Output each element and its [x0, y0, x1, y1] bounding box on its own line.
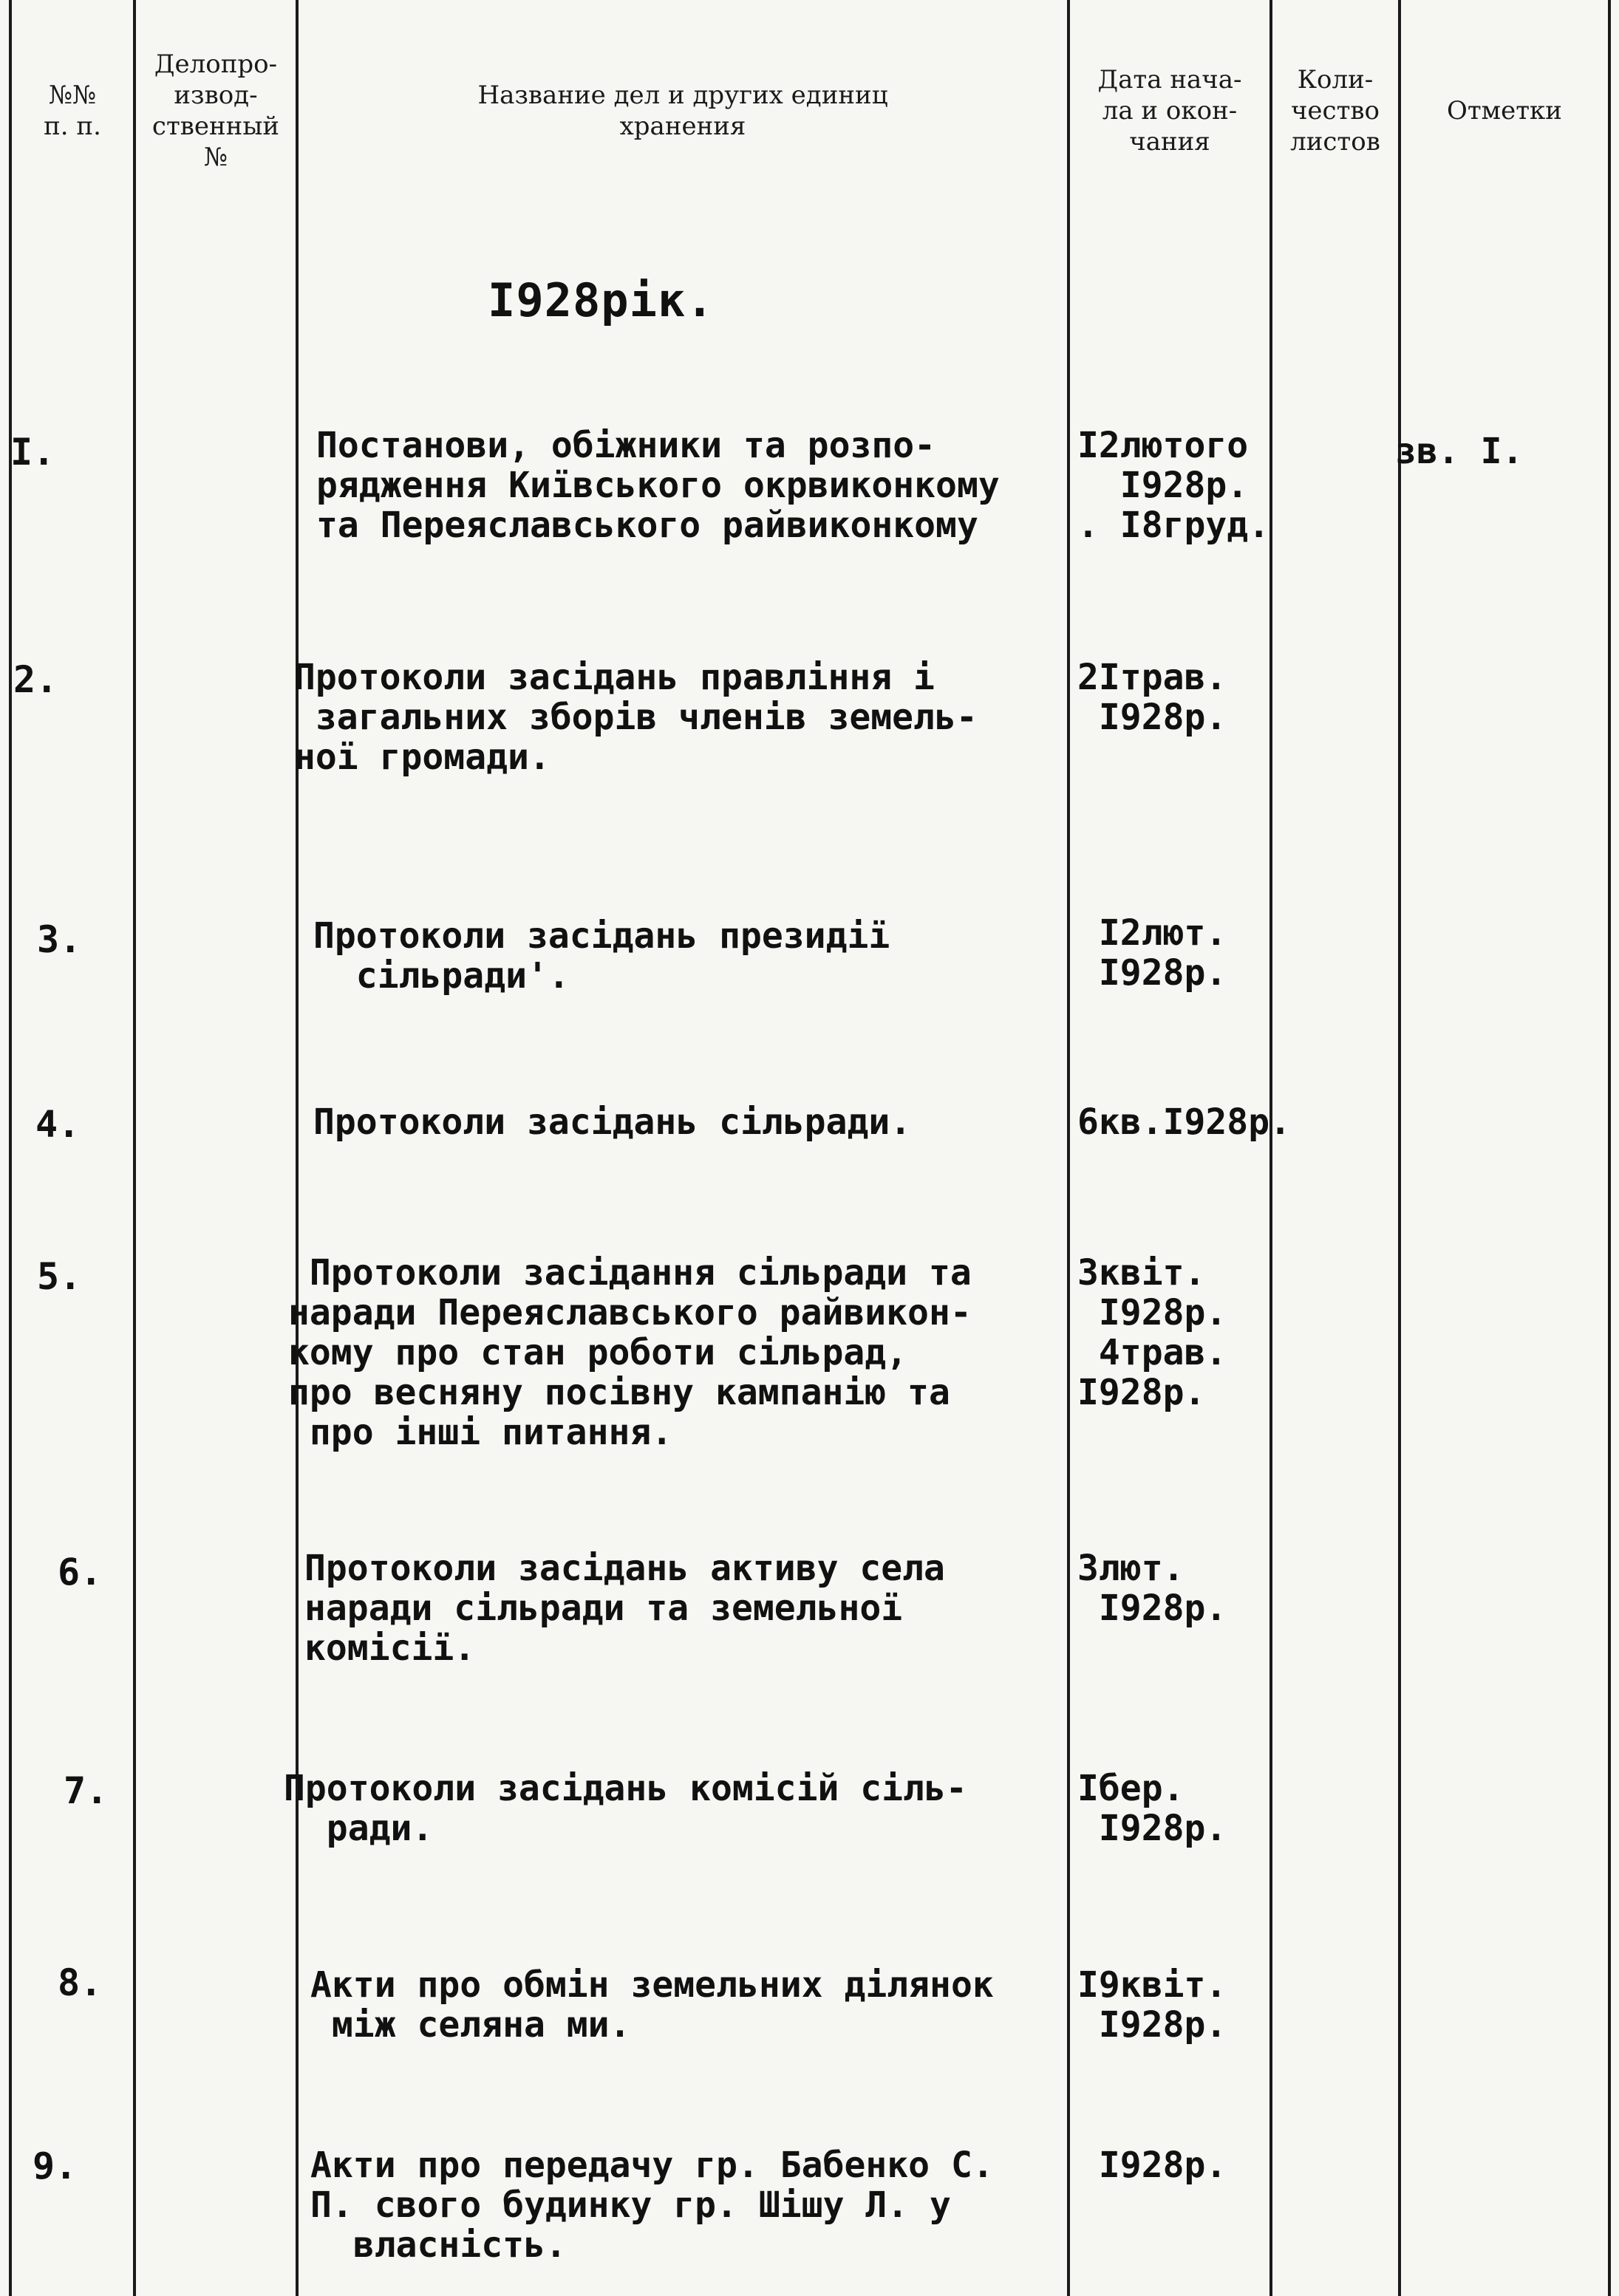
- row-dates: I928р.: [1077, 2145, 1227, 2186]
- column-divider: [296, 0, 299, 2296]
- section-year-heading: I928рік.: [488, 273, 715, 327]
- row-dates: 6кв.I928р.: [1077, 1101, 1291, 1143]
- row-dates: I9квіт. I928р.: [1077, 1964, 1227, 2046]
- column-divider: [1608, 0, 1611, 2296]
- row-number: 9.: [33, 2145, 78, 2187]
- row-title: Акти про передачу гр. Бабенко С. П. свого будинку гр. Шішу Л. у власність.: [310, 2145, 994, 2266]
- row-dates: I2лют. I928р.: [1098, 912, 1227, 994]
- column-divider: [9, 0, 12, 2296]
- row-number: 7.: [64, 1769, 109, 1812]
- row-title: Протоколи засідань сільради.: [313, 1101, 912, 1143]
- header-col-title: Название дел и других единиц хранения: [477, 81, 888, 141]
- header-col-notes: Отметки: [1447, 96, 1562, 126]
- column-divider: [133, 0, 136, 2296]
- header-col-office-number: Делопро- извод- ственный №: [151, 49, 280, 172]
- row-number: 4.: [35, 1103, 81, 1146]
- header-col-dates: Дата нача- ла и окон- чания: [1097, 65, 1242, 157]
- row-number: 2.: [13, 658, 58, 701]
- row-number: 5.: [37, 1255, 82, 1298]
- row-number: 8.: [58, 1961, 103, 2004]
- row-dates: I2лютого I928р. . I8груд.: [1077, 425, 1270, 546]
- column-divider: [1398, 0, 1401, 2296]
- column-divider: [1067, 0, 1070, 2296]
- row-title: Протоколи засідань правління і загальних зборів членів земель- ної громади.: [294, 657, 978, 778]
- row-notes: зв. I.: [1395, 431, 1524, 472]
- row-title: Акти про обмін земельних ділянок між селяна ми.: [310, 1964, 994, 2046]
- row-dates: 3лют. I928р.: [1077, 1548, 1227, 1629]
- row-title: Протоколи засідання сільради та наради Переяславського райвикон- кому про стан роботи сільрад, про весняну посівну кампанію та про інші питання.: [288, 1252, 972, 1453]
- row-title: Постанови, обіжники та розпо- рядження Київського окрвиконкому та Переяславського райвиконкому: [316, 425, 1000, 546]
- row-title: Протоколи засідань президії сільради'.: [313, 915, 890, 997]
- row-title: Протоколи засідань комісій сіль- ради.: [284, 1768, 967, 1849]
- row-title: Протоколи засідань активу села наради сільради та земельної комісії.: [304, 1548, 945, 1669]
- row-dates: 3квіт. I928р. 4трав. I928р.: [1077, 1252, 1227, 1413]
- row-dates: 2Iтрав. I928р.: [1077, 657, 1227, 738]
- row-number: 6.: [58, 1551, 103, 1593]
- row-number: 3.: [37, 918, 82, 961]
- header-col-number: №№ п. п.: [44, 81, 101, 141]
- row-number: I.: [10, 431, 55, 474]
- row-dates: Iбер. I928р.: [1077, 1768, 1227, 1849]
- column-divider: [1269, 0, 1272, 2296]
- header-col-sheets: Коли- чество листов: [1290, 65, 1380, 157]
